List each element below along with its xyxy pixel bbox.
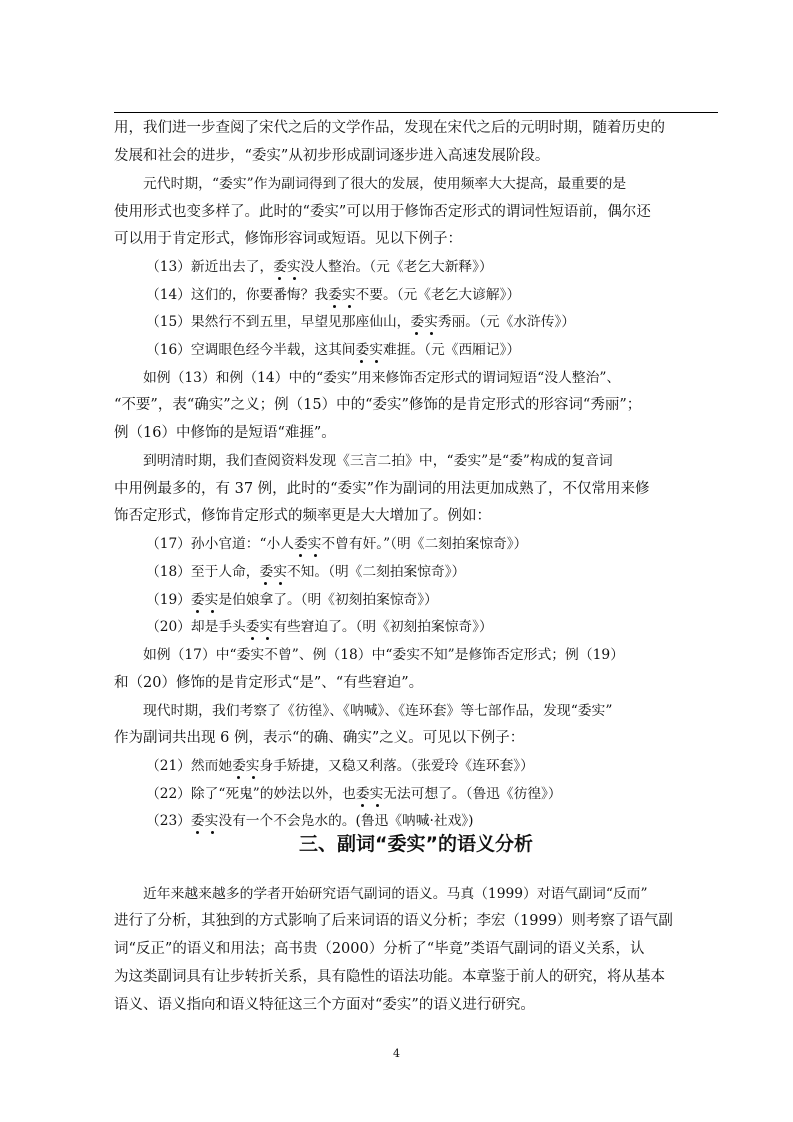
emphasis-dot (430, 332, 433, 335)
example-text: 不要。（元《老乞大谚解》） (355, 287, 521, 303)
body-line: 作为副词共出现 6 例，表示“的确、确实”之义。可见以下例子： (114, 730, 525, 746)
body-line: 词“反正”的语义和用法；高书贵（2000）分析了“毕竟”类语气副词的语义关系，认 (114, 941, 645, 957)
emphasis-text: 委实 (293, 536, 322, 552)
emphasized-word (356, 342, 383, 358)
body-line: 饰否定形式，修饰肯定形式的频率更是大大增加了。例如： (114, 508, 491, 524)
example-22 (146, 784, 750, 804)
example-text: （19） (146, 592, 191, 608)
example-text: 身手矫捷，又稳又利落。（张爱玲《连环套》） (259, 758, 534, 774)
body-line: 可以用于肯定形式，修饰形容词或短语。见以下例子： (114, 231, 462, 247)
page-number: 4 (393, 1047, 400, 1060)
example-text: （17）孙小官道：“小人 (146, 536, 294, 552)
example-18 (146, 562, 750, 582)
body-line: “不要”，表“确实”之义；例（15）中的“委实”修饰的是肯定形式的形容词“秀丽”； (114, 397, 642, 413)
example-text: 不曾有奸。”（明《二刻拍案惊奇》） (321, 536, 528, 552)
emphasis-text: 委实 (328, 287, 356, 303)
body-line: 元代时期，“委实”作为副词得到了很大的发展，使用频率大大提高，最重要的是 (143, 176, 627, 192)
emphasis-dot (211, 610, 214, 613)
emphasized-word (356, 786, 383, 802)
emphasized-word (273, 259, 300, 275)
body-line: 中用例最多的，有 37 例，此时的“委实”作为副词的用法更加成熟了，不仅常用来修 (114, 481, 650, 497)
body-line: 如例（17）中“委实不曾”、例（18）中“委实不知”是修饰否定形式；例（19） (143, 647, 624, 663)
emphasis-dot (299, 554, 302, 557)
emphasis-text: 委实 (232, 758, 260, 774)
emphasized-word (410, 314, 437, 330)
example-text: （16）空调眼色经今半载，这其间 (146, 342, 356, 358)
header-rule (114, 112, 718, 113)
emphasis-dot (264, 582, 267, 585)
emphasis-dot (375, 360, 378, 363)
example-21 (146, 756, 750, 776)
emphasis-text: 委实 (245, 619, 274, 635)
body-line: 进行了分析，其独到的方式影响了后来词语的语义分析；李宏（1999）则考察了语气副 (114, 913, 673, 929)
emphasized-word (328, 287, 355, 303)
example-text: （15）果然行不到五里，早望见那座仙山， (146, 314, 411, 330)
emphasized-word (246, 619, 273, 635)
body-line: 为这类副词具有让步转折关系，具有隐性的语法功能。本章鉴于前人的研究，将从基本 (114, 969, 665, 985)
example-text: 是伯娘拿了。（明《初刻拍案惊奇》） (218, 592, 438, 608)
body-line: 近年来越来越多的学者开始研究语气副词的语义。马真（1999）对语气副词“反而” (143, 886, 648, 902)
example-text: 难捱。（元《西厢记》） (382, 342, 521, 358)
body-line: 发展和社会的进步，“委实”从初步形成副词逐步进入高速发展阶段。 (114, 148, 550, 164)
example-15 (146, 312, 750, 332)
emphasis-text: 委实 (190, 813, 219, 829)
section-heading: 三、副词“委实”的语义分析 (299, 833, 533, 855)
emphasized-word (191, 592, 218, 608)
example-19 (146, 590, 750, 610)
emphasis-dot (279, 582, 282, 585)
example-text: （20）却是手头 (146, 619, 246, 635)
body-line: 例（16）中修饰的是短语“难捱”。 (114, 425, 336, 441)
example-17 (146, 534, 750, 554)
example-text: 不知。（明《二刻拍案惊奇》） (286, 564, 466, 580)
example-23 (146, 811, 750, 831)
emphasis-text: 委实 (355, 786, 384, 802)
example-16 (146, 340, 750, 360)
emphasis-dot (251, 637, 254, 640)
emphasis-dot (360, 360, 363, 363)
example-text: （22）除了“死鬼”的妙法以外，也 (146, 786, 356, 802)
example-text: 秀丽。（元《水浒传》） (437, 314, 576, 330)
body-line: 到明清时期，我们查阅资料发现《三言二拍》中，“委实”是“委”构成的复音词 (143, 453, 613, 469)
example-text: （23） (146, 813, 191, 829)
example-text: 有些窘迫了。（明《初刻拍案惊奇》） (273, 619, 493, 635)
emphasis-dot (415, 332, 418, 335)
body-line: 如例（13）和例（14）中的“委实”用来修饰否定形式的谓词短语“没人整治”、 (143, 370, 621, 386)
example-text: （18）至于人命， (146, 564, 260, 580)
body-line: 和（20）修饰的是肯定形式“是”、“有些窘迫”。 (114, 675, 424, 691)
emphasis-dot (314, 554, 317, 557)
example-text: （13）新近出去了， (146, 259, 274, 275)
body-line: 现代时期，我们考察了《彷徨》、《呐喊》、《连环套》等七部作品，发现“委实” (143, 703, 613, 719)
emphasis-dot (237, 776, 240, 779)
emphasis-dot (376, 804, 379, 807)
example-13 (146, 257, 750, 277)
example-text: 无法可想了。（鲁迅《彷徨》） (383, 786, 562, 802)
example-text: （14）这们的，你要番悔？我 (146, 287, 329, 303)
body-line: 语义、语义指向和语义特征这三个方面对“委实”的语义进行研究。 (114, 997, 535, 1013)
emphasis-text: 委实 (355, 342, 383, 358)
emphasis-text: 委实 (190, 592, 219, 608)
emphasis-text: 委实 (259, 564, 287, 580)
example-text: 没有一个不会凫水的。(鲁迅《呐喊·社戏》) (218, 813, 474, 829)
example-14 (146, 285, 750, 305)
body-line: 使用形式也变多样了。此时的“委实”可以用于修饰否定形式的谓词性短语前，偶尔还 (114, 204, 651, 220)
emphasis-dot (348, 305, 351, 308)
emphasized-word (260, 564, 287, 580)
example-text: 没人整治。（元《老乞大新释》） (300, 259, 493, 275)
emphasized-word (191, 813, 218, 829)
emphasis-dot (252, 776, 255, 779)
example-text: （21）然而她 (146, 758, 233, 774)
emphasis-dot (266, 637, 269, 640)
example-20 (146, 617, 750, 637)
emphasis-dot (293, 277, 296, 280)
emphasis-dot (333, 305, 336, 308)
emphasis-dot (361, 804, 364, 807)
emphasis-text: 委实 (410, 314, 438, 330)
emphasis-dot (278, 277, 281, 280)
body-line: 用，我们进一步查阅了宋代之后的文学作品，发现在宋代之后的元明时期，随着历史的 (114, 120, 665, 136)
emphasis-text: 委实 (273, 259, 301, 275)
emphasized-word (294, 536, 321, 552)
emphasis-dot (196, 610, 199, 613)
emphasized-word (232, 758, 259, 774)
